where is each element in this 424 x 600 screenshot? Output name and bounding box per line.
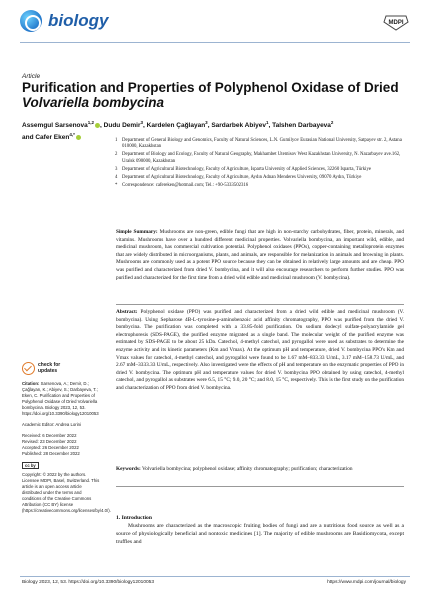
article-title bbox=[22, 80, 402, 110]
affiliation-text: Department of General Biology and Genomics, Faculty of Natural Sciences, L.N. Gumilyov Eurasian National University, Satpayev str. 2, Astana 010000, Kazakhstan bbox=[122, 138, 402, 150]
mdpi-logo-icon[interactable] bbox=[382, 14, 410, 32]
author-affil-sup: 1 bbox=[266, 120, 269, 125]
affiliation-num: * bbox=[115, 183, 118, 189]
orcid-icon[interactable] bbox=[95, 123, 100, 128]
affiliation-num: 3 bbox=[115, 166, 118, 172]
journal-header bbox=[20, 8, 410, 38]
check-updates-icon bbox=[22, 362, 35, 375]
copyright-text: Copyright: © 2022 by the authors. Licensee MDPI, Basel, Switzerland. This article is an open access article distributed under the terms and conditions of the Creative Commons Attribution (CC BY) license (https://creativecommons.org/licenses/by/4.0/). bbox=[22, 472, 111, 513]
dates-block bbox=[22, 433, 102, 457]
affiliation-text: Department of Agricultural Biotechnology, Faculty of Agriculture, Aydın Adnan Menderes University, 09070 Aydın, Türkiye bbox=[122, 175, 362, 181]
citation-text[interactable]: Sarsenova, A.; Demir, D.; Çağlayan, K.; Abiyev, S.; Darbayeva, T.; Eken, C. Purification and Properties of Polyphenol Oxidase of Dried Volvariella bombycina. Biology 2023, 12, 53. https://doi.org/10.3390/biology12010053 bbox=[22, 381, 99, 416]
footer-divider bbox=[20, 576, 410, 577]
author-affil-sup: 1,2 bbox=[87, 120, 95, 125]
citation-block bbox=[22, 381, 102, 417]
affiliation-num: 2 bbox=[115, 152, 118, 158]
abstract-text: Polyphenol oxidase (PPO) was purified and characterized from a dried wild edible and medicinal mushroom (V. bombycina). Using Sepharose 4B-L-tyrosine-p-aminobenzoic acid affinity chromatography, PPO was purified from the dried V. bombycina. The purification was completed with a 33.85-fold purification. On sodium dodecyl sulfate-polyacrylamide gel electrophoresis (SDS-PAGE), the purified enzyme migrated as a single band. The molecular weight of the purified enzyme was estimated by SDS-PAGE to be about 25 kDa. Catechol, 4-methyl catechol, and pyrogallol were used as substrates to determine the enzyme activity and its kinetic parameters (Km and Vmax). At the optimum pH and temperature, dried V. bombycina PPO's Km and Vmax values for catechol, 4-methyl catechol, and pyrogallol were found to be 1.67 mM–833.33 U/mL, 3.17 mM–158.73 U/mL, and 2.67 mM–3333.33 U/mL, respectively. Also investigated were the effects of pH and temperature on the enzymatic properties of PPO in dried V. bombycina. The optimum pH and temperature values for dried V. bombycina PPO obtained by using catechol, 4-methyl catechol, and pyrogallol as substrates were 6.5, 15 °C; 9.0, 20 °C; and 8.0, 15 °C, respectively. This is the first study on the purification and characterization of PPO from dried V. bombycina. bbox=[116, 309, 405, 391]
keywords-divider bbox=[116, 486, 404, 487]
footer-journal-link[interactable]: https://www.mdpi.com/journal/biology bbox=[327, 580, 406, 585]
summary-divider bbox=[116, 304, 404, 305]
author-name[interactable]: Kardelen Çağlayan bbox=[146, 122, 206, 130]
correspondence[interactable] bbox=[115, 183, 405, 189]
summary-label: Simple Summary: bbox=[116, 229, 158, 235]
author-affil-sup: 3 bbox=[140, 120, 144, 125]
affiliation-num: 1 bbox=[115, 138, 118, 143]
author-affil-sup: 2 bbox=[330, 120, 334, 125]
affiliation-num: 4 bbox=[115, 175, 118, 181]
orcid-icon[interactable] bbox=[76, 135, 81, 140]
keywords bbox=[116, 466, 404, 474]
author-name[interactable]: Talshen Darbayeva bbox=[272, 122, 331, 130]
footer-citation[interactable]: Biology 2023, 12, 53. https://doi.org/10.3390/biology12010053 bbox=[22, 580, 155, 585]
abstract-label: Abstract: bbox=[116, 309, 138, 315]
journal-name: biology bbox=[48, 11, 109, 30]
affiliation-text: Department of Agricultural Biotechnology, Faculty of Agriculture, Isparta University of Applied Sciences, 32260 Isparta, Türkiye bbox=[122, 166, 371, 172]
published-date: Published: 28 December 2022 bbox=[22, 451, 80, 456]
intro-heading: 1. Introduction bbox=[116, 515, 152, 521]
intro-text: Mushrooms are characterized as the macroscopic fruiting bodies of fungi and are a nutritious food source as well as a source of physiologically beneficial and nontoxic medicines [1]. The majority of edible mushrooms are Basidiomycota, except truffles and bbox=[116, 523, 404, 545]
affiliation-item bbox=[115, 167, 405, 173]
article-sidebar bbox=[22, 362, 111, 519]
author-name[interactable]: and Cafer Eken bbox=[22, 134, 70, 142]
citation-label: Citation: bbox=[22, 381, 40, 386]
updates-line-2: updates bbox=[38, 367, 58, 374]
check-for-updates[interactable] bbox=[22, 362, 102, 375]
cc-license-badge[interactable]: cc by bbox=[22, 462, 39, 469]
accepted-date: Accepted: 26 December 2022 bbox=[22, 445, 79, 450]
author-name[interactable]: Sardarbek Abiyev bbox=[211, 122, 266, 130]
publisher-name: MDPI bbox=[388, 20, 404, 26]
affiliations bbox=[115, 138, 405, 191]
journal-logo-icon bbox=[20, 10, 42, 32]
title-line-1: Purification and Properties of Polyphenol Oxidase of Dried bbox=[22, 80, 399, 95]
author-affil-sup: 4,* bbox=[69, 132, 75, 138]
keywords-label: Keywords: bbox=[116, 466, 141, 472]
author-name[interactable]: Dudu Demir bbox=[103, 122, 141, 130]
revised-date: Revised: 23 December 2022 bbox=[22, 439, 77, 444]
affiliation-item bbox=[115, 152, 405, 164]
affiliation-item bbox=[115, 138, 405, 150]
received-date: Received: 6 December 2022 bbox=[22, 433, 77, 438]
affiliation-item bbox=[115, 175, 405, 181]
academic-editor: Academic Editor: Andrea Lorini bbox=[22, 422, 81, 427]
keywords-text: Volvariella bombycina; polyphenol oxidase; affinity chromatography; purification; characterization bbox=[141, 466, 353, 472]
header-divider bbox=[20, 42, 410, 43]
article-type: Article bbox=[22, 73, 41, 80]
title-line-2: Volvariella bombycina bbox=[22, 95, 165, 110]
affiliation-text: Correspondence: cafereken@hotmail.com; Tel.: +90-5333502316 bbox=[122, 183, 249, 189]
author-list: Assemgul Sarsenova$^{1,2}$ , Dudu Demir$^3$, Kardelen Çağlayan$^3$, Sardarbek Abiyev$^1$, Talshen Darbayeva$^2$ and Cafer Eken$^{4,*}$ bbox=[22, 120, 334, 142]
author-name[interactable]: Assemgul Sarsenova bbox=[22, 122, 88, 130]
journal-logo[interactable] bbox=[20, 10, 108, 32]
summary-text: Mushrooms are non-green, edible fungi that are high in non-starchy carbohydrates, fiber, protein, minerals, and vitamins. Mushrooms have over a hundred different medicinal properties. Volvariella bombycina, an important wild, edible, and medicinal mushroom, has commercial cultivation potential. Polyphenol oxidases (PPOs), copper-containing metalloprotein enzymes that are widely distributed in microorganisms, plants, and animals, are responsible for melanization in animals and browning in plants. Mushrooms are commonly used as a potent PPO source because they can be obtained in relatively large amounts and are cheap. PPO was purified and characterized from dried V. bombycina, and it will also encourage researchers to perform further studies. PPO was purified and characterized for the first time from a dried wild edible and medicinal mushroom (V. bombycina). bbox=[116, 229, 404, 281]
affiliation-text: Department of Biology and Ecology, Faculty of Natural Geography, Makhambet Utemisov West Kazakhstan University, N. Nazarbayev ave.162, Uralsk 090000, Kazakhstan bbox=[122, 152, 401, 164]
author-affil-sup: 3 bbox=[205, 120, 208, 125]
updates-line-1: check for bbox=[38, 362, 61, 369]
simple-summary bbox=[116, 229, 404, 282]
abstract bbox=[116, 309, 404, 393]
updates-label bbox=[38, 363, 60, 374]
